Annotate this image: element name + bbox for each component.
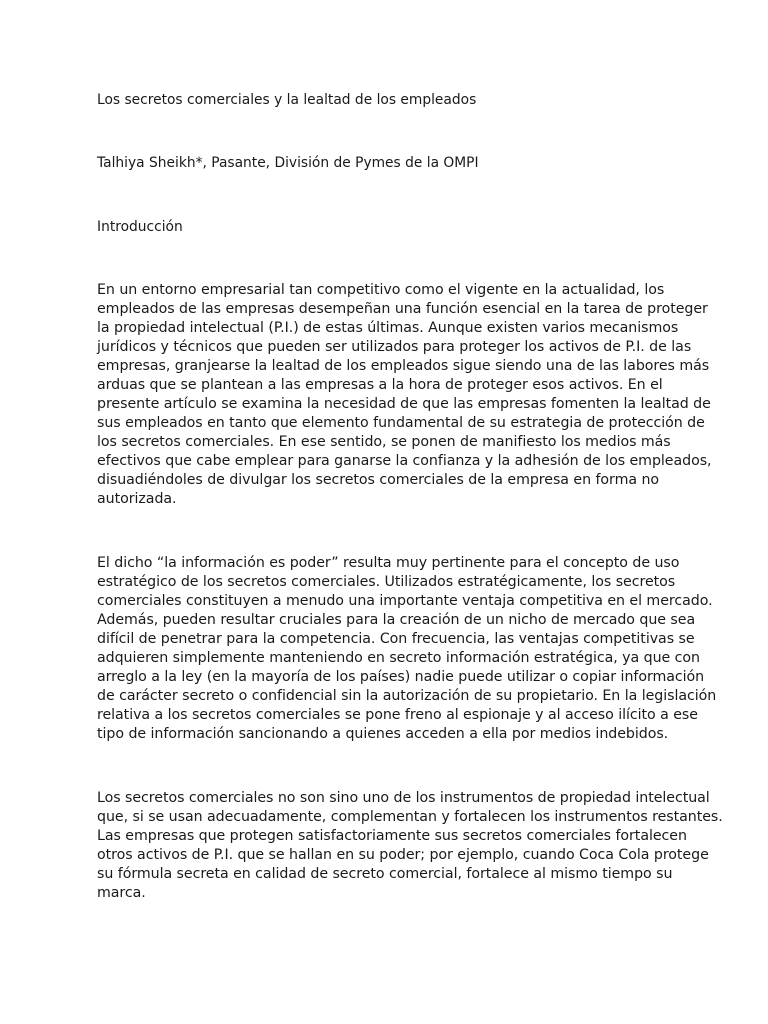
paragraph-line: difícil de penetrar para la competencia. Con frecuencia, las ventajas competitivas se bbox=[97, 631, 695, 647]
paragraph-line: tipo de información sancionando a quienes acceden a ella por medios indebidos. bbox=[97, 726, 669, 742]
paragraph-line: otros activos de P.I. que se hallan en su poder; por ejemplo, cuando Coca Cola protege bbox=[97, 847, 709, 863]
paragraph-line: arreglo a la ley (en la mayoría de los países) nadie puede utilizar o copiar información bbox=[97, 669, 705, 685]
paragraph-line: de carácter secreto o confidencial sin la autorización de su propietario. En la legislación bbox=[97, 688, 717, 704]
paragraph-information-power bbox=[97, 554, 719, 744]
paragraph-line: Además, pueden resultar cruciales para la creación de un nicho de mercado que sea bbox=[97, 612, 696, 628]
paragraph-line: los secretos comerciales. En ese sentido, se ponen de manifiesto los medios más bbox=[97, 434, 671, 450]
paragraph-line: marca. bbox=[97, 885, 146, 901]
paragraph-line: Los secretos comerciales no son sino uno de los instrumentos de propiedad intelectual bbox=[97, 790, 710, 806]
paragraph-line: arduas que se plantean a las empresas a la hora de proteger esos activos. En el bbox=[97, 377, 663, 393]
paragraph-line: El dicho “la información es poder” resulta muy pertinente para el concepto de uso bbox=[97, 555, 680, 571]
paragraph-intro bbox=[97, 281, 719, 509]
paragraph-line: adquieren simplemente manteniendo en secreto información estratégica, ya que con bbox=[97, 650, 700, 666]
section-heading: Introducción bbox=[97, 219, 183, 235]
paragraph-line: comerciales constituyen a menudo una importante ventaja competitiva en el mercado. bbox=[97, 593, 713, 609]
paragraph-line: sus empleados en tanto que elemento fundamental de su estrategia de protección de bbox=[97, 415, 705, 431]
paragraph-line: presente artículo se examina la necesidad de que las empresas fomenten la lealtad de bbox=[97, 396, 711, 412]
document-author: Talhiya Sheikh*, Pasante, División de Pymes de la OMPI bbox=[97, 155, 479, 171]
paragraph-line: relativa a los secretos comerciales se pone freno al espionaje y al acceso ilícito a ese bbox=[97, 707, 698, 723]
paragraph-line: jurídicos y técnicos que pueden ser utilizados para proteger los activos de P.I. de las bbox=[97, 339, 692, 355]
paragraph-ip-instruments bbox=[97, 789, 723, 903]
paragraph-line: su fórmula secreta en calidad de secreto comercial, fortalece al mismo tiempo su bbox=[97, 866, 673, 882]
paragraph-line: que, si se usan adecuadamente, complementan y fortalecen los instrumentos restantes. bbox=[97, 809, 723, 825]
paragraph-line: efectivos que cabe emplear para ganarse la confianza y la adhesión de los empleados, bbox=[97, 453, 712, 469]
paragraph-line: disuadiéndoles de divulgar los secretos comerciales de la empresa en forma no bbox=[97, 472, 660, 488]
paragraph-line: la propiedad intelectual (P.I.) de estas últimas. Aunque existen varios mecanismos bbox=[97, 320, 679, 336]
document-title: Los secretos comerciales y la lealtad de los empleados bbox=[97, 92, 477, 108]
paragraph-line: empresas, granjearse la lealtad de los empleados sigue siendo una de las labores más bbox=[97, 358, 710, 374]
paragraph-line: estratégico de los secretos comerciales. Utilizados estratégicamente, los secretos bbox=[97, 574, 676, 590]
paragraph-line: En un entorno empresarial tan competitivo como el vigente en la actualidad, los bbox=[97, 282, 665, 298]
paragraph-line: autorizada. bbox=[97, 491, 177, 507]
paragraph-line: empleados de las empresas desempeñan una función esencial en la tarea de proteger bbox=[97, 301, 708, 317]
paragraph-line: Las empresas que protegen satisfactoriamente sus secretos comerciales fortalecen bbox=[97, 828, 687, 844]
